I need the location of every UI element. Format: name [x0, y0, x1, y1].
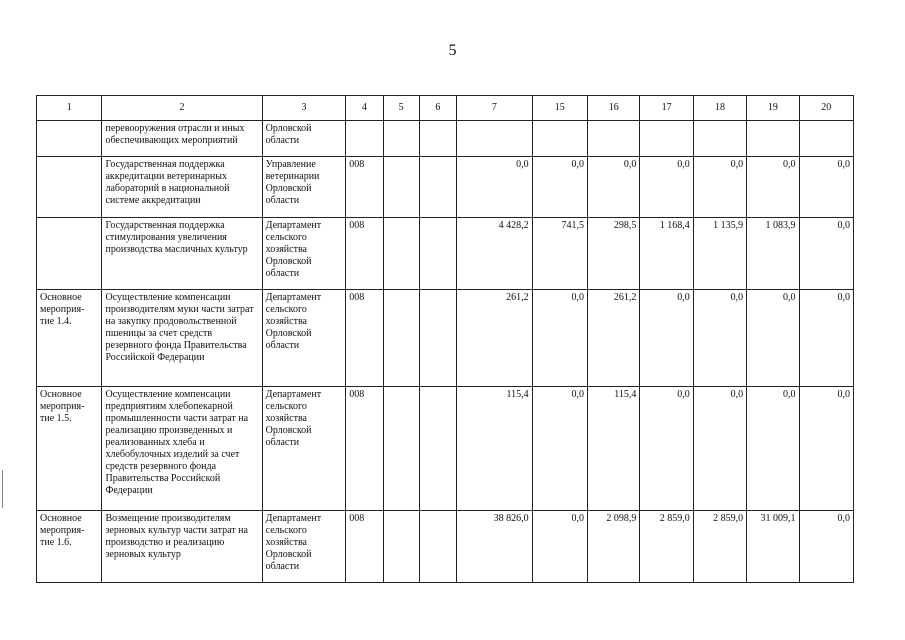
code-cell: [419, 290, 456, 387]
measure-cell: Основное мероприя-тие 1.5.: [37, 387, 102, 511]
code-cell: [383, 157, 419, 218]
value-cell: 2 098,9: [588, 511, 640, 583]
code-cell: [419, 387, 456, 511]
header-cell: 19: [747, 96, 799, 121]
description-cell: Возмещение производителям зерновых культур части затрат на производство и реализацию зерновых культур: [102, 511, 262, 583]
value-cell: [532, 121, 587, 157]
value-cell: 261,2: [588, 290, 640, 387]
measure-cell: [37, 157, 102, 218]
code-cell: [383, 121, 419, 157]
value-cell: 0,0: [693, 290, 746, 387]
code-cell: 008: [346, 218, 383, 290]
code-cell: [383, 511, 419, 583]
budget-table: [36, 95, 854, 583]
description-cell: Государственная поддержка аккредитации ветеринарных лабораторий в национальной системе аккредитации: [102, 157, 262, 218]
code-cell: [383, 387, 419, 511]
value-cell: 0,0: [799, 290, 853, 387]
executor-cell: Департамент сельского хозяйства Орловской области: [262, 218, 346, 290]
value-cell: 0,0: [457, 157, 533, 218]
header-cell: 7: [457, 96, 533, 121]
measure-cell: Основное мероприя-тие 1.4.: [37, 290, 102, 387]
value-cell: 0,0: [532, 157, 587, 218]
value-cell: 0,0: [799, 157, 853, 218]
table-row: [37, 157, 854, 218]
executor-cell: Департамент сельского хозяйства Орловской области: [262, 387, 346, 511]
value-cell: 0,0: [640, 290, 693, 387]
value-cell: 2 859,0: [640, 511, 693, 583]
code-cell: 008: [346, 157, 383, 218]
description-cell: Осуществление компенсации производителям муки части затрат на закупку продовольственной пшеницы за счет средств резервного фонда Правительства Российской Федерации: [102, 290, 262, 387]
table-row: [37, 290, 854, 387]
value-cell: 4 428,2: [457, 218, 533, 290]
value-cell: 1 135,9: [693, 218, 746, 290]
value-cell: [693, 121, 746, 157]
description-cell: Государственная поддержка стимулирования увеличения производства масличных культур: [102, 218, 262, 290]
value-cell: 38 826,0: [457, 511, 533, 583]
value-cell: [457, 121, 533, 157]
value-cell: 1 083,9: [747, 218, 799, 290]
header-cell: 15: [532, 96, 587, 121]
measure-cell: Основное мероприя-тие 1.6.: [37, 511, 102, 583]
executor-cell: Орловской области: [262, 121, 346, 157]
code-cell: 008: [346, 290, 383, 387]
value-cell: 0,0: [799, 511, 853, 583]
header-row: [37, 96, 854, 121]
value-cell: 0,0: [693, 157, 746, 218]
measure-cell: [37, 218, 102, 290]
description-cell: Осуществление компенсации предприятиям хлебопекарной промышленности части затрат на реализацию произведенных и реализованных хлеба и хлебобулочных изделий за счет средств резервного фонда Правительства Российской Федерации: [102, 387, 262, 511]
value-cell: 0,0: [747, 387, 799, 511]
table-row: [37, 387, 854, 511]
code-cell: [419, 121, 456, 157]
header-cell: 5: [383, 96, 419, 121]
value-cell: 0,0: [799, 218, 853, 290]
value-cell: 261,2: [457, 290, 533, 387]
value-cell: 1 168,4: [640, 218, 693, 290]
value-cell: [799, 121, 853, 157]
value-cell: 31 009,1: [747, 511, 799, 583]
header-cell: 4: [346, 96, 383, 121]
value-cell: 0,0: [640, 157, 693, 218]
code-cell: [383, 218, 419, 290]
code-cell: [419, 511, 456, 583]
value-cell: 0,0: [640, 387, 693, 511]
table-row: [37, 511, 854, 583]
value-cell: [588, 121, 640, 157]
code-cell: [383, 290, 419, 387]
code-cell: [419, 218, 456, 290]
code-cell: [346, 121, 383, 157]
value-cell: 0,0: [747, 157, 799, 218]
header-cell: 20: [799, 96, 853, 121]
table-row: [37, 218, 854, 290]
description-cell: перевооружения отрасли и иных обеспечивающих мероприятий: [102, 121, 262, 157]
value-cell: 0,0: [532, 387, 587, 511]
header-cell: 16: [588, 96, 640, 121]
value-cell: 0,0: [747, 290, 799, 387]
measure-cell: [37, 121, 102, 157]
code-cell: 008: [346, 387, 383, 511]
header-cell: 2: [102, 96, 262, 121]
executor-cell: Департамент сельского хозяйства Орловской области: [262, 290, 346, 387]
value-cell: 115,4: [457, 387, 533, 511]
value-cell: 298,5: [588, 218, 640, 290]
scan-artifact-line: [2, 470, 3, 508]
table-row: [37, 121, 854, 157]
header-cell: 3: [262, 96, 346, 121]
executor-cell: Управление ветеринарии Орловской области: [262, 157, 346, 218]
value-cell: 0,0: [799, 387, 853, 511]
page-number: 5: [448, 42, 457, 59]
value-cell: 0,0: [532, 511, 587, 583]
header-cell: 6: [419, 96, 456, 121]
value-cell: 2 859,0: [693, 511, 746, 583]
value-cell: 0,0: [693, 387, 746, 511]
value-cell: [640, 121, 693, 157]
header-cell: 1: [37, 96, 102, 121]
code-cell: [419, 157, 456, 218]
value-cell: 0,0: [532, 290, 587, 387]
header-cell: 17: [640, 96, 693, 121]
value-cell: [747, 121, 799, 157]
header-cell: 18: [693, 96, 746, 121]
value-cell: 0,0: [588, 157, 640, 218]
code-cell: 008: [346, 511, 383, 583]
executor-cell: Департамент сельского хозяйства Орловской области: [262, 511, 346, 583]
value-cell: 115,4: [588, 387, 640, 511]
value-cell: 741,5: [532, 218, 587, 290]
